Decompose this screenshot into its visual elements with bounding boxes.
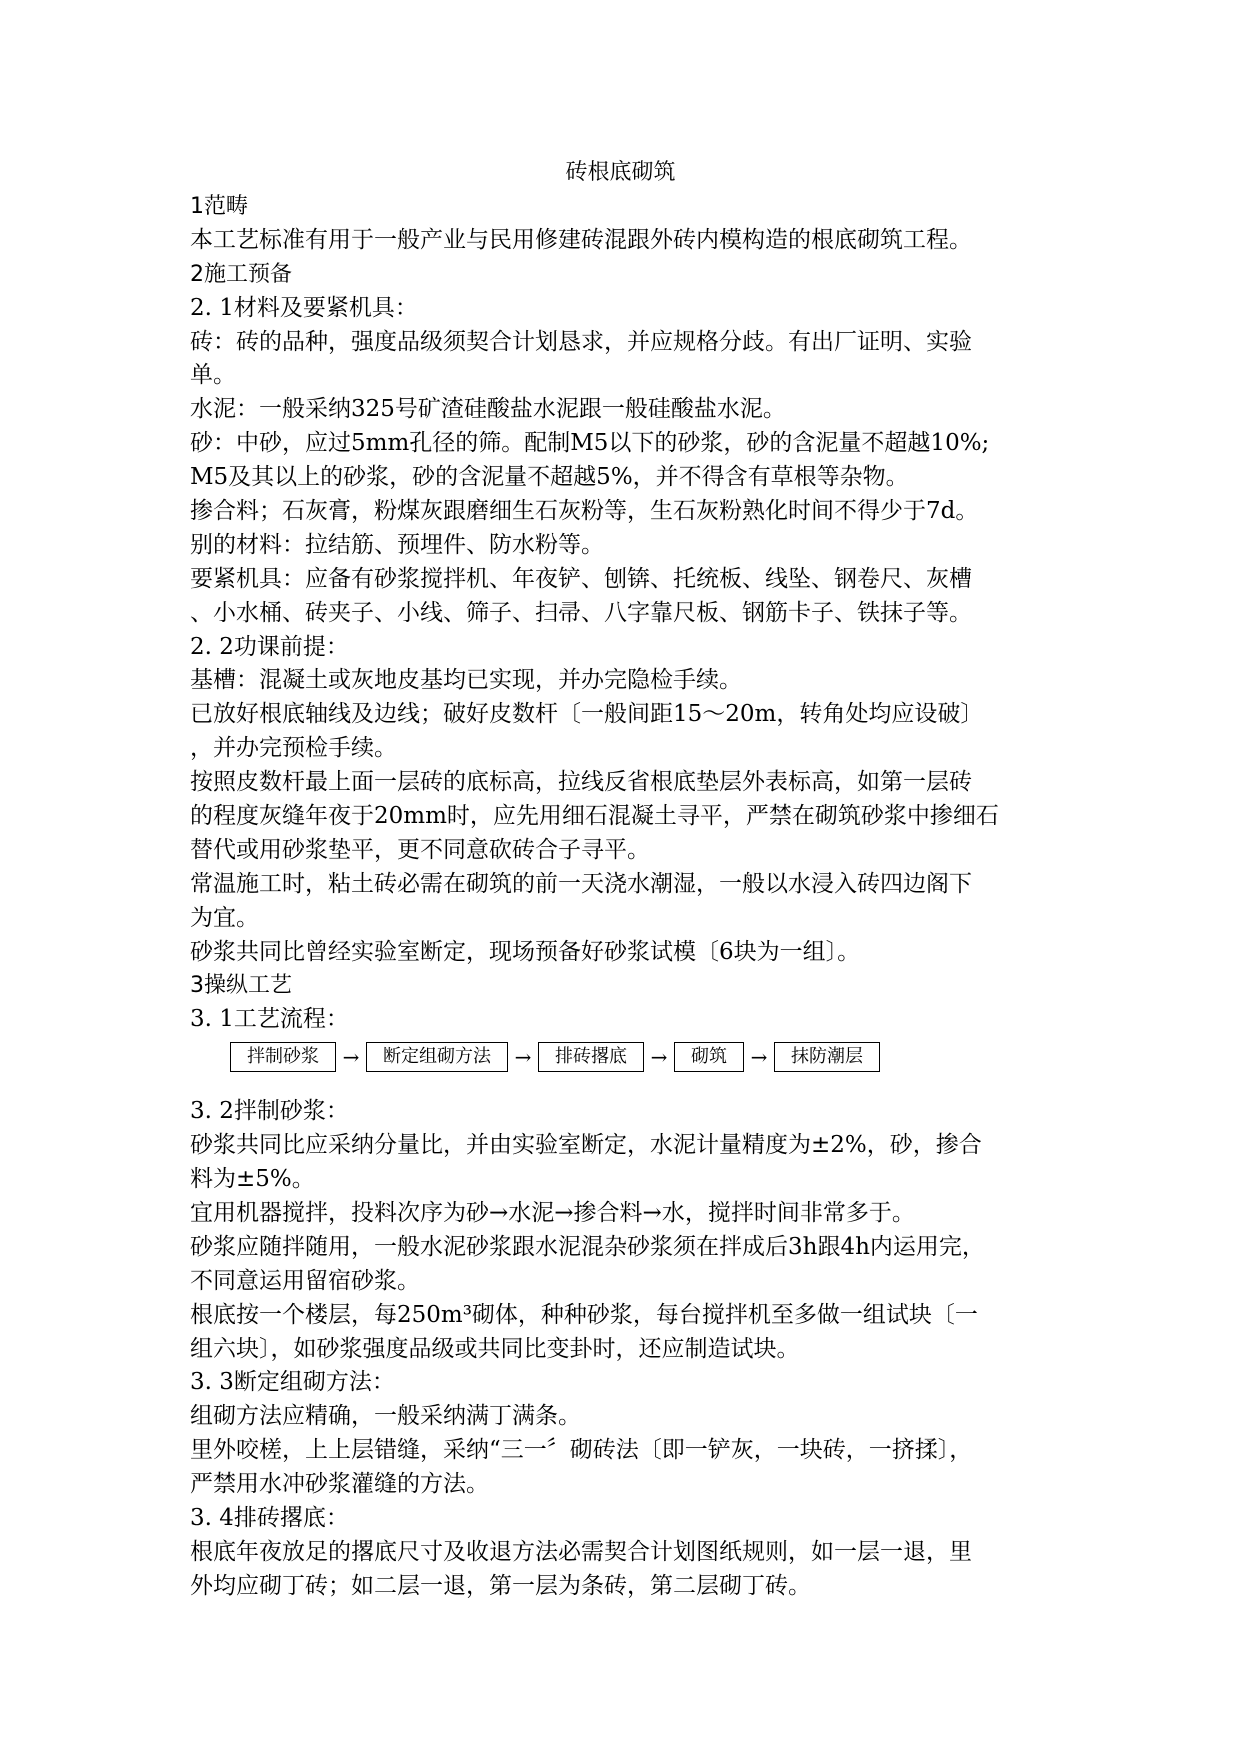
text-line: 根底年夜放足的撂底尺寸及收退方法必需契合计划图纸规则，如一层一退，里 [190,1538,972,1565]
text-line: 本工艺标准有用于一般产业与民用修建砖混跟外砖内模构造的根底砌筑工程。 [190,226,972,253]
text-line: 砖：砖的品种，强度品级须契合计划恳求，并应规格分歧。有出厂证明、实验 [190,328,972,355]
text-line: 为宜。 [190,904,259,931]
text-line: 不同意运用留宿砂浆。 [190,1267,420,1294]
text-line: 砂：中砂，应过5mm孔径的筛。配制M5以下的砂浆，砂的含泥量不超越10%; [190,430,990,457]
flow-step-box: 排砖撂底 [538,1042,644,1072]
text-line: 替代或用砂浆垫平，更不同意砍砖合子寻平。 [190,836,650,863]
text-line: 根底按一个楼层，每250m³砌体，种种砂浆，每台搅拌机至多做一组试块〔一 [190,1301,978,1328]
text-line: 基槽：混凝土或灰地皮基均已实现，并办完隐检手续。 [190,667,742,694]
text-line: 常温施工时，粘土砖必需在砌筑的前一天浇水潮湿，一般以水浸入砖四边阁下 [190,870,972,897]
text-line: 水泥：一般采纳325号矿渣硅酸盐水泥跟一般硅酸盐水泥。 [190,396,786,423]
text-line: 单。 [190,362,236,389]
text-line: 掺合料；石灰膏，粉煤灰跟磨细生石灰粉等，生石灰粉熟化时间不得少于7d。 [190,498,979,525]
flow-step-box: 断定组砌方法 [366,1042,508,1072]
text-line: 宜用机器搅拌，投料次序为砂→水泥→掺合料→水，搅拌时间非常多于。 [190,1199,915,1226]
flow-arrow-icon: → [342,1045,360,1070]
text-line: 砂浆应随拌随用，一般水泥砂浆跟水泥混杂砂浆须在拌成后3h跟4h内运用完， [190,1233,985,1260]
text-section-after-flow [190,1095,1060,1603]
text-line: 别的材料：拉结筋、预埋件、防水粉等。 [190,531,604,558]
text-line: 严禁用水冲砂浆灌缝的方法。 [190,1471,489,1498]
process-flow-row [230,1042,880,1072]
text-line: 按照皮数杆最上面一层砖的底标高，拉线反省根底垫层外表标高，如第一层砖 [190,769,972,796]
text-line: 的程度灰缝年夜于20mm时，应先用细石混凝土寻平，严禁在砌筑砂浆中掺细石 [190,803,999,830]
text-line: 料为±5%。 [190,1166,315,1193]
document-body [190,190,1060,1604]
text-line: ，并办完预检手续。 [190,735,397,762]
section-heading: 2施工预备 [190,261,292,287]
process-flow [190,1037,1060,1095]
text-line: 3. 3断定组砌方法： [190,1369,395,1396]
text-line: 2. 2功课前提： [190,633,349,660]
text-line: 里外咬槎，上上层错缝，采纳“三一〞砌砖法〔即一铲灰，一块砖，一挤揉〕， [190,1437,973,1464]
section-heading: 3操纵工艺 [190,973,292,999]
text-line: 已放好根底轴线及边线；破好皮数杆〔一般间距15～20m，转角处均应设破〕 [190,701,984,728]
text-line: 要紧机具：应备有砂浆搅拌机、年夜铲、刨锛、托统板、线坠、钢卷尺、灰槽 [190,565,972,592]
text-line: 组六块〕，如砂浆强度品级或共同比变卦时，还应制造试块。 [190,1335,800,1362]
flow-step-box: 抹防潮层 [774,1042,880,1072]
text-line: 外均应砌丁砖；如二层一退，第一层为条砖，第二层砌丁砖。 [190,1572,811,1599]
text-line: 3. 1工艺流程： [190,1006,349,1033]
text-line: M5及其以上的砂浆，砂的含泥量不超越5%，并不得含有草根等杂物。 [190,464,909,491]
text-section-before-flow [190,190,1060,1037]
flow-arrow-icon: → [514,1045,532,1070]
text-line: 砂浆共同比曾经实验室断定，现场预备好砂浆试模〔6块为一组〕。 [190,938,861,965]
text-line: 组砌方法应精确，一般采纳满丁满条。 [190,1403,581,1430]
document-title: 砖根底砌筑 [565,160,676,185]
text-line: 砂浆共同比应采纳分量比，并由实验室断定，水泥计量精度为±2%，砂，掺合 [190,1132,982,1159]
section-heading: 1范畴 [190,194,248,219]
flow-arrow-icon: → [750,1045,768,1070]
flow-arrow-icon: → [650,1045,668,1070]
flow-step-box: 砌筑 [674,1042,744,1072]
text-line: 3. 2拌制砂浆： [190,1098,349,1125]
text-line: 2. 1材料及要紧机具： [190,294,418,321]
text-line: 3. 4排砖撂底： [190,1504,349,1531]
text-line: 、小水桶、砖夹子、小线、筛子、扫帚、八字靠尺板、钢筋卡子、铁抹子等。 [190,599,972,626]
flow-step-box: 拌制砂浆 [230,1042,336,1072]
